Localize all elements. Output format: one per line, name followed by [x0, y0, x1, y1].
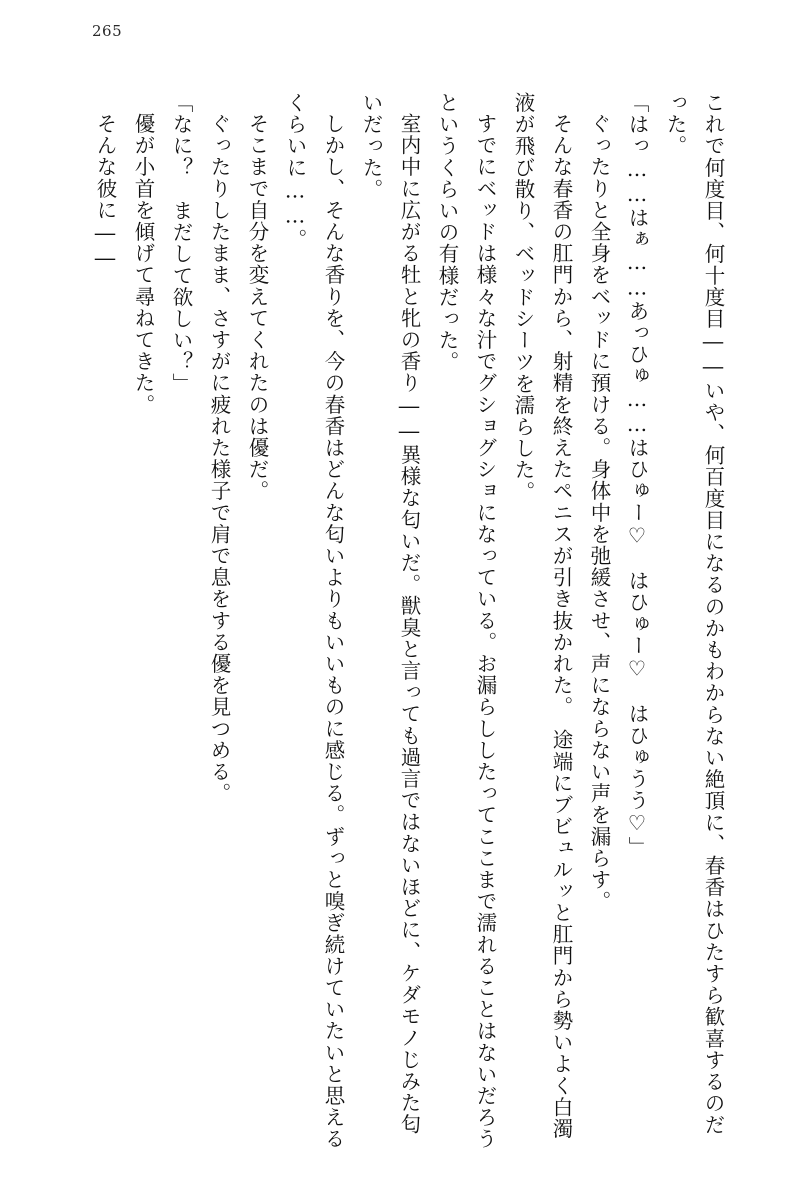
paragraph: そんな彼に――: [93, 113, 117, 272]
paragraph: これで何度目、何十度目――いや、何百度目になるのかもわからない絶頂に、春香はひたすら歓喜するのだった。: [663, 92, 725, 1136]
paragraph: しかし、そんな香りを、今の春香はどんな匂いよりもいいものに感じる。ずっと嗅ぎ続けていたいと思えるくらいに……。: [283, 92, 345, 1150]
paragraph: すでにベッドは様々な汁でグショグショになっている。お漏らししたってここまで濡れることはないだろうというくらいの有様だった。: [435, 92, 497, 1150]
page-number: 265: [92, 22, 123, 40]
paragraph: 「なに？ まだして欲しい？」: [169, 92, 193, 395]
paragraph: そこまで自分を変えてくれたのは優だ。: [245, 113, 269, 502]
paragraph: そんな春香の肛門から、射精を終えたペニスが引き抜かれた。 途端にブビュルッと肛門から勢いよく白濁液が飛び散り、ベッドシーツを濡らした。: [511, 92, 573, 1140]
paragraph: ぐったりしたまま、さすがに疲れた様子で肩で息をする優を見つめる。: [207, 113, 231, 805]
paragraph: 室内中に広がる牡と牝の香り――異様な匂いだ。獣臭と言っても過言ではないほどに、ケダモノじみた匂いだった。: [359, 92, 421, 1136]
paragraph: ぐったりと全身をベッドに預ける。身体中を弛緩させ、声にならない声を漏らす。: [587, 113, 611, 913]
page-text-body: [60, 92, 732, 1152]
paragraph: 「はっ……はぁ……あっひゅ……はひゅー♡ はひゅー♡ はひゅうう♡」: [625, 92, 649, 858]
paragraph: 優が小首を傾げて尋ねてきた。: [131, 113, 155, 416]
